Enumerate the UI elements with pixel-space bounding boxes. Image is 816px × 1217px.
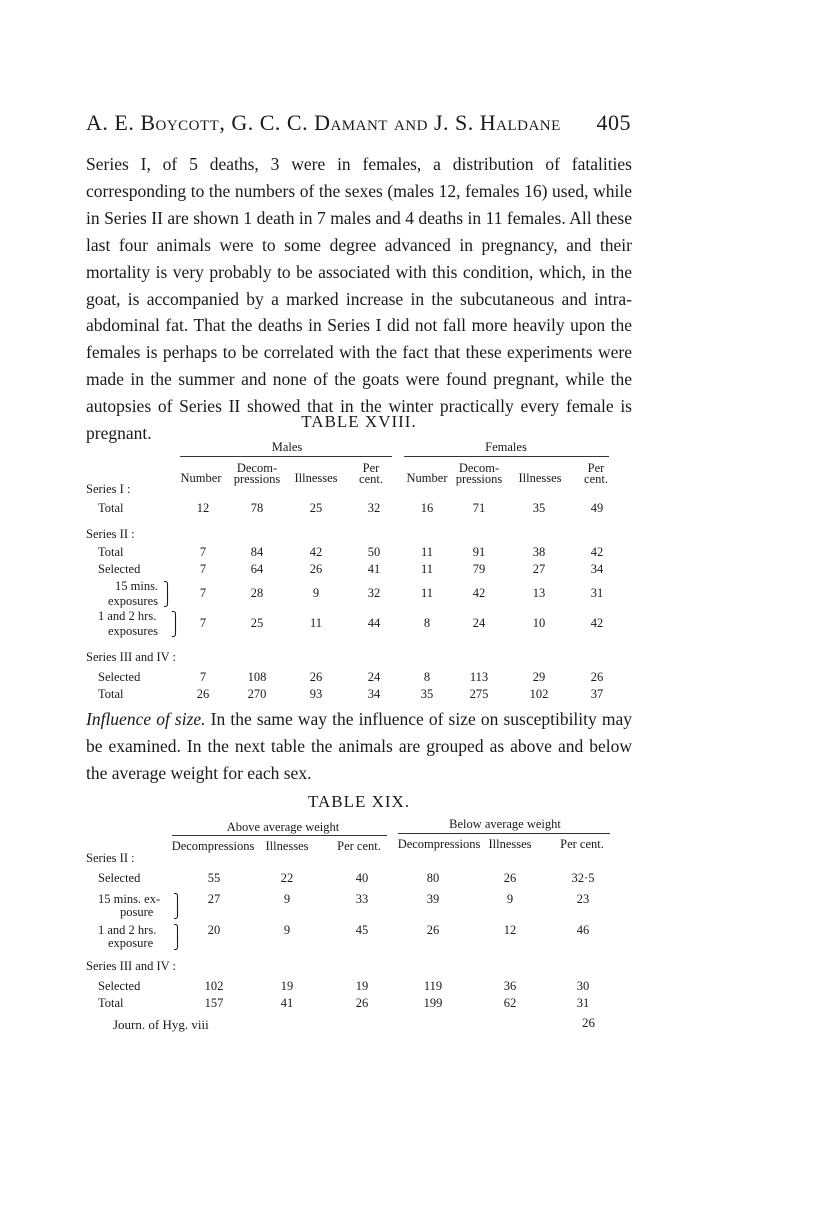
table18-cell: 9 xyxy=(312,586,320,600)
table18-col-number-m: Number xyxy=(180,471,222,485)
running-title: A. E. Boycott, G. C. C. Damant and J. S. Haldane xyxy=(86,110,561,135)
page-number: 405 xyxy=(596,110,631,135)
brace-icon: ⎫ xyxy=(171,611,180,625)
table19-row-label: Selected xyxy=(98,871,141,885)
table19-row-label: Selected xyxy=(98,979,141,993)
table19-cell: 102 xyxy=(204,979,224,993)
table18-row-label: Total xyxy=(98,687,124,701)
brace-icon: ⎫ xyxy=(173,924,182,938)
table18-cell: 50 xyxy=(367,545,381,559)
table18-cell: 38 xyxy=(532,545,546,559)
intro-paragraph xyxy=(86,151,632,447)
table18-cell: 24 xyxy=(367,670,381,684)
footer-journal: Journ. of Hyg. viii xyxy=(113,1017,209,1032)
table18-col-per2-m: cent. xyxy=(359,472,383,486)
table18-cell: 11 xyxy=(309,616,323,630)
table19-cell: 41 xyxy=(280,996,294,1010)
table18-row-label: 1 and 2 hrs. xyxy=(98,609,157,623)
table18-cell: 7 xyxy=(199,586,207,600)
table18-cell: 34 xyxy=(367,687,381,701)
table18-females-brace xyxy=(404,456,609,457)
table18-col-decom2-m: pressions xyxy=(233,472,281,486)
table19-cell: 22 xyxy=(280,871,294,885)
table18-col-decom1-f: Decom- xyxy=(458,461,500,475)
table18-cell: 26 xyxy=(309,670,323,684)
table19-cell: 199 xyxy=(423,996,443,1010)
table18-col-illnesses-f: Illnesses xyxy=(518,471,562,485)
table18-cell: 64 xyxy=(250,562,264,576)
table18-cell: 26 xyxy=(590,670,604,684)
table19-col-percent-a: Per cent. xyxy=(337,839,381,853)
table18-cell: 29 xyxy=(532,670,546,684)
table18-cell: 8 xyxy=(423,616,431,630)
table18-cell: 25 xyxy=(309,501,323,515)
table18-row-label: Selected xyxy=(98,670,141,684)
table19-cell: 9 xyxy=(283,923,291,937)
intro-paragraph-text: Series I, of 5 deaths, 3 were in females, a distribution of fatalities corresponding to the numbers of the sexes (males 12, females 16) used, while in Series II are shown 1 death in 7 males and 4 deaths in 11 females. All these last four animals were to some degree advanced in pregnancy, and their mortality is very probably to be associated with this condition, which, in the goat, is accompanied by a marked increase in the subcutaneous and intra-abdominal fat. That the deaths in Series I did not fall more heavily upon the females is perhaps to be correlated with the fact that these experiments were made in the summer and none of the goats were found pregnant, while the autopsies of Series II showed that in the winter practically every female is pregnant. xyxy=(86,154,632,444)
table18-col-decom1-m: Decom- xyxy=(236,461,278,475)
table18-cell: 11 xyxy=(420,562,434,576)
table19-cell: 33 xyxy=(355,892,369,906)
footer-signature: 26 xyxy=(582,1015,595,1030)
table18-cell: 26 xyxy=(196,687,210,701)
table19-col-decompressions-a: Decompressions xyxy=(171,839,255,853)
table18-col-per1-f: Per xyxy=(587,461,605,475)
running-header xyxy=(86,110,631,136)
table18-cell: 24 xyxy=(472,616,486,630)
table18-col-per2-f: cent. xyxy=(584,472,608,486)
table19-cell: 23 xyxy=(576,892,590,906)
table18-cell: 42 xyxy=(309,545,323,559)
table18-cell: 11 xyxy=(420,586,434,600)
table18-group-females: Females xyxy=(485,440,527,454)
table19-row-label: posure xyxy=(120,905,154,919)
table18-cell: 275 xyxy=(469,687,489,701)
table19-series2-label: Series II : xyxy=(86,851,135,865)
size-paragraph-text xyxy=(86,706,632,787)
table18-cell: 44 xyxy=(367,616,381,630)
table19-col-percent-b: Per cent. xyxy=(560,837,604,851)
table19-cell: 46 xyxy=(576,923,590,937)
table18-cell: 79 xyxy=(472,562,486,576)
brace-icon: ⎭ xyxy=(171,623,180,637)
table19-cell: 12 xyxy=(503,923,517,937)
table18-cell: 42 xyxy=(472,586,486,600)
table19-cell: 19 xyxy=(355,979,369,993)
table19-col-illnesses-b: Illnesses xyxy=(488,837,532,851)
table18-males-brace xyxy=(180,456,392,457)
table18-col-number-f: Number xyxy=(406,471,448,485)
table19-cell: 157 xyxy=(204,996,224,1010)
table18-cell: 93 xyxy=(309,687,323,701)
table19-cell: 32·5 xyxy=(571,871,595,885)
table19-cell: 19 xyxy=(280,979,294,993)
table18-cell: 25 xyxy=(250,616,264,630)
table18-caption: TABLE XVIII. xyxy=(301,412,417,431)
table18-series2-label: Series II : xyxy=(86,527,135,541)
table18-cell: 37 xyxy=(590,687,604,701)
table19-above-brace xyxy=(172,835,387,836)
table19-cell: 31 xyxy=(576,996,590,1010)
table19-series34-label: Series III and IV : xyxy=(86,959,177,973)
table19-cell: 80 xyxy=(426,871,440,885)
table18-cell: 102 xyxy=(529,687,549,701)
table18-series34-label: Series III and IV : xyxy=(86,650,177,664)
table18-row-label: exposures xyxy=(108,624,158,638)
table19-below-brace xyxy=(398,833,610,834)
table18-cell: 7 xyxy=(199,545,207,559)
table18-cell: 84 xyxy=(250,545,264,559)
table19-row-label: Total xyxy=(98,996,124,1010)
table18-cell: 35 xyxy=(532,501,546,515)
table19-cell: 26 xyxy=(355,996,369,1010)
table19-cell: 36 xyxy=(503,979,517,993)
table19-cell: 45 xyxy=(355,923,369,937)
table18-cell: 91 xyxy=(472,545,486,559)
table19-cell: 9 xyxy=(506,892,514,906)
table18-col-decom2-f: pressions xyxy=(455,472,503,486)
table18-cell: 42 xyxy=(590,616,604,630)
table18-cell: 8 xyxy=(423,670,431,684)
table18-col-per1-m: Per xyxy=(362,461,380,475)
table18-cell: 113 xyxy=(469,670,489,684)
brace-icon: ⎭ xyxy=(163,593,172,607)
table19-row-label: exposure xyxy=(108,936,154,950)
size-paragraph-body: In the same way the influence of size on susceptibility may be examined. In the next table the animals are grouped as above and below the average weight for each sex. xyxy=(86,709,633,783)
table18-cell: 35 xyxy=(420,687,434,701)
table19-cell: 27 xyxy=(207,892,221,906)
table19-cell: 20 xyxy=(207,923,221,937)
table19-cell: 30 xyxy=(576,979,590,993)
table18-cell: 42 xyxy=(590,545,604,559)
table18-row-label: Total xyxy=(98,545,124,559)
table19-cell: 40 xyxy=(355,871,369,885)
table19-cell: 26 xyxy=(426,923,440,937)
table18-cell: 27 xyxy=(532,562,546,576)
table18-cell: 78 xyxy=(250,501,264,515)
table19-cell: 26 xyxy=(503,871,517,885)
table19-row-label: 15 mins. ex- xyxy=(98,892,161,906)
table19-col-illnesses-a: Illnesses xyxy=(265,839,309,853)
table18-cell: 10 xyxy=(532,616,546,630)
table18-row-label: 15 mins. xyxy=(115,579,159,593)
table19-caption: TABLE XIX. xyxy=(307,792,411,811)
table19-group-below: Below average weight xyxy=(449,817,561,831)
table18-cell: 270 xyxy=(247,687,267,701)
table19-cell: 39 xyxy=(426,892,440,906)
table18-cell: 108 xyxy=(247,670,267,684)
table18-cell: 7 xyxy=(199,562,207,576)
table19-cell: 9 xyxy=(283,892,291,906)
brace-icon: ⎫ xyxy=(163,581,172,595)
table19-col-decompressions-b: Decompressions xyxy=(397,837,481,851)
table18-cell: 28 xyxy=(250,586,264,600)
table18-row-label: Total xyxy=(98,501,124,515)
table18-cell: 16 xyxy=(420,501,434,515)
table18-cell: 11 xyxy=(420,545,434,559)
table18-cell: 31 xyxy=(590,586,604,600)
table19-cell: 55 xyxy=(207,871,221,885)
table18-cell: 71 xyxy=(472,501,486,515)
table18-cell: 32 xyxy=(367,586,381,600)
table18-cell: 7 xyxy=(199,616,207,630)
table18-row-label: Selected xyxy=(98,562,141,576)
table18-cell: 41 xyxy=(367,562,381,576)
table19-group-above: Above average weight xyxy=(226,820,340,834)
table18-cell: 26 xyxy=(309,562,323,576)
table19-row-label: 1 and 2 hrs. xyxy=(98,923,157,937)
brace-icon: ⎭ xyxy=(173,936,182,950)
table18-cell: 34 xyxy=(590,562,604,576)
table18-row-label: exposures xyxy=(108,594,158,608)
table18-cell: 7 xyxy=(199,670,207,684)
table18-cell: 13 xyxy=(532,586,546,600)
size-paragraph-lead: Influence of size. xyxy=(86,709,206,729)
table19-cell: 62 xyxy=(503,996,517,1010)
table18-cell: 49 xyxy=(590,501,604,515)
table18-series1-label: Series I : xyxy=(86,482,131,496)
table18-group-males: Males xyxy=(271,440,303,454)
table18-cell: 12 xyxy=(196,501,210,515)
size-paragraph xyxy=(86,706,632,787)
brace-icon: ⎫ xyxy=(173,893,182,907)
table18-cell: 32 xyxy=(367,501,381,515)
table19-cell: 119 xyxy=(423,979,443,993)
table18-col-illnesses-m: Illnesses xyxy=(294,471,338,485)
brace-icon: ⎭ xyxy=(173,905,182,919)
